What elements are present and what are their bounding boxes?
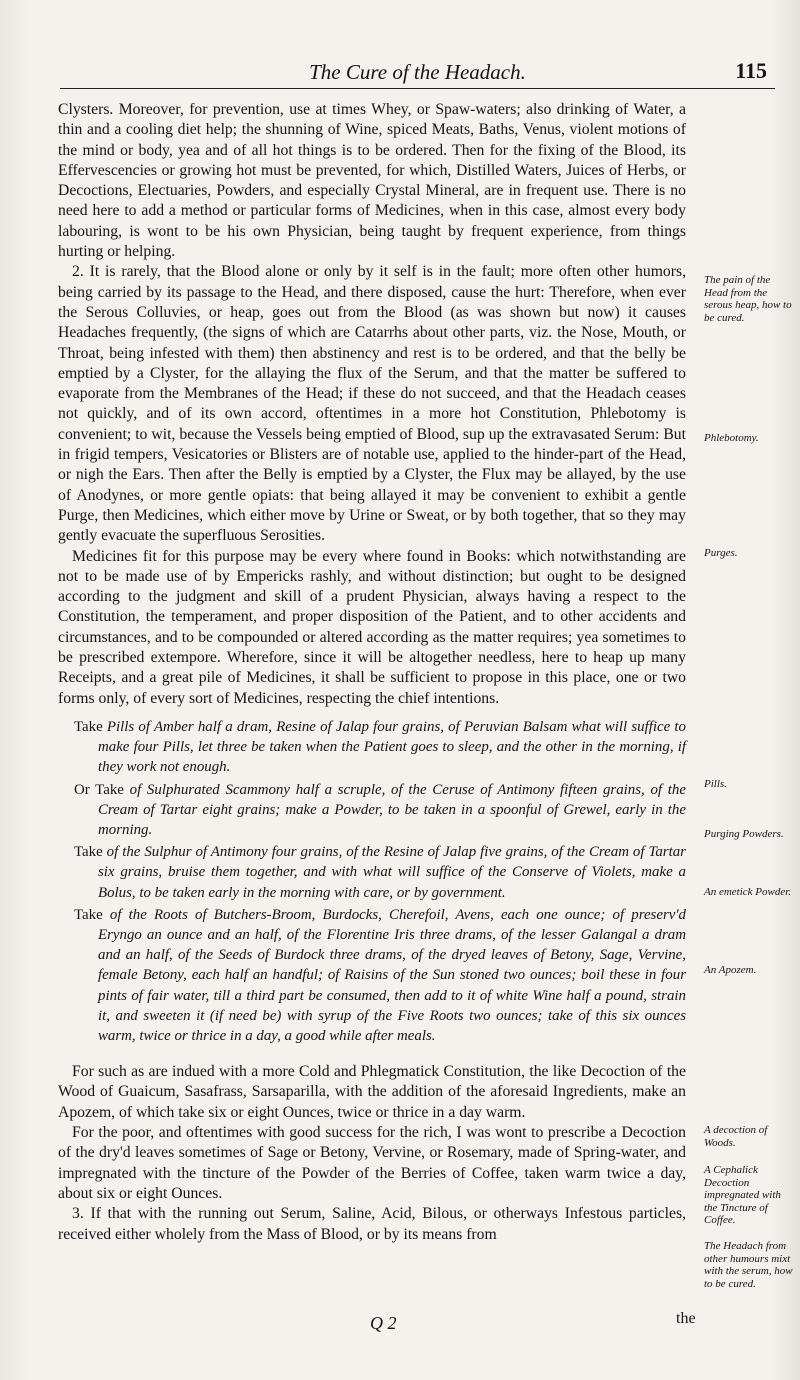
recipe-text: of Sulphurated Scammony half a scruple, of the Ceruse of Antimony fifteen grains, of the Cream of Tartar eight grains; make a Powder, to be taken in a spoonful of Grewel, early in the morning. xyxy=(98,781,686,838)
margin-note: Phlebotomy. xyxy=(704,432,759,444)
paragraph: Clysters. Moreover, for prevention, use at times Whey, or Spaw-waters; also drinking of Water, a thin and a cooling diet help; the shunning of Wine, spiced Meats, Baths, Venus, violent motions of the mind or body, yea and of all hot things is to be ordered. Then for the fixing of the Blood, its Effervescencies or growing hot must be prevented, for which, Distilled Waters, Juices of Herbs, or Decoctions, Electuaries, Powders, and especially Crystal Mineral, are in frequent use. There is no need here to add a method or particular forms of Medicines, when in this case, almost every body labouring, is wont to be his own Physician, being taught by frequent experience, from things hurting or helping. xyxy=(58,101,686,261)
margin-note: An Apozem. xyxy=(704,964,757,976)
margin-note: Purging Powders. xyxy=(704,828,784,840)
paragraph: 3. If that with the running out Serum, Saline, Acid, Bilous, or otherways Infestous particles, received either wholely from the Mass of Blood, or by its means from xyxy=(58,1205,686,1243)
paragraph: 2. It is rarely, that the Blood alone or only by it self is in the fault; more often other humors, being carried by its passage to the Head, and there disposed, cause the hurt: Therefore, when ever the Serous Colluvies, or heap, goes out from the Blood (as was shown but now) it causes Headaches frequently, (the signs of which are Catarrhs about other parts, viz. the Nose, Mouth, or Throat, being infested with them) then abstinency and rest is to be ordered, and that the belly be emptied by a Clyster, for the allaying the flux of the Serum, and that the matter be suffered to evaporate from the Membranes of the Head; if these do not succeed, and that the Headach ceases not quickly, and of its own accord, oftentimes in a more hot Constitution, Phlebotomy is convenient; to wit, because the Vessels being emptied of Blood, sup up the extravasated Serum: But in frigid tempers, Vesicatories or Blisters are of notable use, applied to the hinder-part of the Head, or nigh the Ears. Then after the Belly is emptied by a Clyster, the Flux may be allayed, by the use of Anodynes, or more gentle opiats: that being allayed it may be convenient to exhibit a gentle Purge, then Medicines, which either move by Urine or Sweat, or by both together, that so they may gently evacuate the superfluous Serosities. xyxy=(58,263,686,545)
recipe-lead: Or Take xyxy=(74,781,130,798)
recipe-text: Pills of Amber half a dram, Resine of Jalap four grains, of Peruvian Balsam what will suffice to make four Pills, let three be taken when the Patient goes to sleep, and the other in the morning, if they work not enough. xyxy=(98,718,686,776)
margin-note: The Headach from other humours mixt with the serum, how to be cured. xyxy=(704,1240,793,1290)
paragraph: Medicines fit for this purpose may be every where found in Books: which notwithstanding are not to be made use of by Empericks rashly, and without distinction; but ought to be designed according to the judgment and skill of a prudent Physician, always having a respect to the Constitution, the temperament, and proper disposition of the Patient, and to other accidents and circumstances, and to be compounded or altered according as the matter requires; yea sometimes to be prescribed extempore. Wherefore, since it will be altogether needless, here to heap up many Receipts, and a great pile of Medicines, it shall be sufficient to propose in this place, one or two forms only, of every sort of Medicines, respecting the chief intentions. xyxy=(58,547,686,707)
recipe xyxy=(58,842,686,903)
margin-note: Purges. xyxy=(704,547,738,559)
margin-note: A Cephalick Decoction impregnated with the Tincture of Coffee. xyxy=(704,1164,781,1227)
recipe-lead: Take xyxy=(74,718,107,735)
margin-note: The pain of the Head from the serous heap, how to be cured. xyxy=(704,274,792,324)
page-number: 115 xyxy=(735,58,767,83)
paragraph: For the poor, and oftentimes with good success for the rich, I was wont to prescribe a Decoction of the dry'd leaves sometimes of Sage or Betony, Vervine, or Rosemary, made of Spring-water, and impregnated with the tincture of the Powder of the Berries of Coffee, taken warm twice a day, about six or eight Ounces. xyxy=(58,1124,686,1202)
page-header xyxy=(60,58,775,89)
recipe xyxy=(58,905,686,1046)
signature-mark: Q 2 xyxy=(370,1313,397,1333)
recipe xyxy=(58,780,686,841)
margin-note: A decoction of Woods. xyxy=(704,1124,768,1149)
running-title: The Cure of the Headach. xyxy=(309,60,526,84)
paragraph: For such as are indued with a more Cold and Phlegmatick Constitution, the like Decoction of the Wood of Guaicum, Sasafrass, Sarsaparilla, with the addition of the aforesaid Ingredients, make an Apozem, of which take six or eight Ounces, twice or thrice in a day warm. xyxy=(58,1063,686,1121)
catchword: the xyxy=(676,1310,696,1327)
recipe-list xyxy=(58,717,686,1046)
margin-note: An emetick Powder. xyxy=(704,886,792,898)
recipe-text: of the Roots of Butchers-Broom, Burdocks, Cherefoil, Avens, each one ounce; of preserv'd Eryngo an ounce and an half, of the Florentine Iris three drams, of the lesser Galangal a dram and an half, of the Seeds of Burdock three drams, of the dryed leaves of Betony, Sage, Vervine, female Betony, each half an handful; of Raisins of the Sun stoned two ounces; boil these in four pints of fair water, till a third part be consumed, then add to it of white Wine half a pound, strain it, and sweeten it (if need be) with syrup of the Five Roots two ounces; take of this six ounces warm, twice or thrice in a day, a good while after meals. xyxy=(98,906,686,1044)
recipe xyxy=(58,717,686,778)
margin-note: Pills. xyxy=(704,778,727,790)
recipe-lead: Take xyxy=(74,906,110,923)
recipe-text: of the Sulphur of Antimony four grains, of the Resine of Jalap five grains, of the Cream of Tartar six grains, bruise them together, and with what will suffice of the Conserve of Violets, make a Bolus, to be taken early in the morning with care, or by government. xyxy=(98,844,686,901)
recipe-lead: Take xyxy=(74,844,107,861)
main-text xyxy=(58,100,686,1245)
